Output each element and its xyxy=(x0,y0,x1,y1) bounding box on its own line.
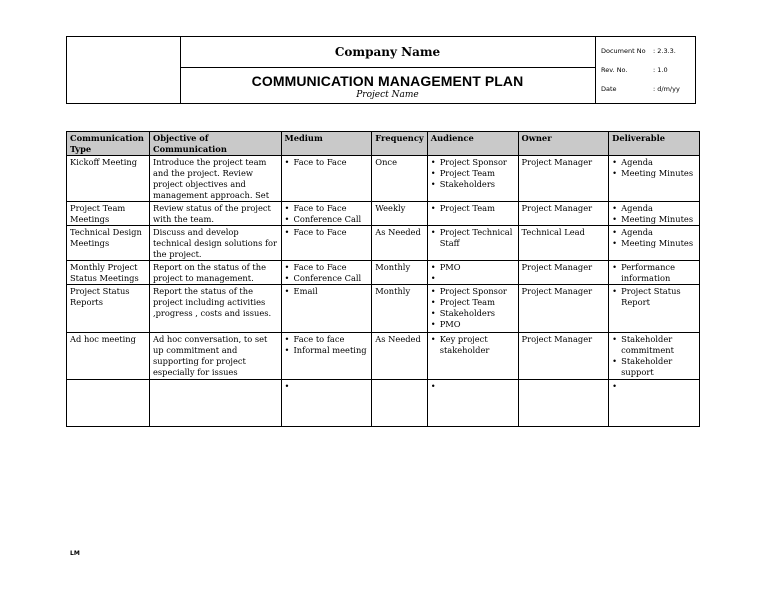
cell-objective-text: Discuss and develop technical design solutions for the project. xyxy=(152,227,278,259)
project-name: Project Name xyxy=(356,90,419,100)
document-meta xyxy=(595,37,695,103)
cell-medium xyxy=(281,261,372,285)
list-item: • Project Team xyxy=(431,297,515,308)
list-item: • Email xyxy=(285,286,369,297)
cell-owner xyxy=(518,380,609,427)
column-header: Frequency xyxy=(372,132,427,156)
cell-type: Project Team Meetings xyxy=(67,202,150,226)
list-item: • Agenda xyxy=(612,157,696,168)
cell-deliverable xyxy=(609,285,700,333)
table-row xyxy=(67,202,700,226)
cell-deliverable xyxy=(609,333,700,380)
list-item: • Project Team xyxy=(431,168,515,179)
doc-number-value: : 2.3.3. xyxy=(653,47,676,55)
cell-objective xyxy=(149,226,281,261)
list-item: • Project Sponsor xyxy=(431,157,515,168)
date-value: : d/m/yy xyxy=(653,85,680,93)
cell-audience xyxy=(427,333,518,380)
list-item: • Informal meeting xyxy=(285,345,369,356)
cell-audience xyxy=(427,156,518,202)
cell-owner: Project Manager xyxy=(518,261,609,285)
list-item: • Face to face xyxy=(285,334,369,345)
cell-deliverable xyxy=(609,261,700,285)
cell-frequency: Weekly xyxy=(372,202,427,226)
list-item: • PMO xyxy=(431,319,515,330)
cell-type xyxy=(67,380,150,427)
list-item: • Project Team xyxy=(431,203,515,214)
list-item: • Meeting Minutes xyxy=(612,214,696,225)
cell-audience xyxy=(427,380,518,427)
cell-objective: Review status of the project with the team. xyxy=(149,202,281,226)
list-item: • Agenda xyxy=(612,203,696,214)
table-row xyxy=(67,333,700,380)
cell-audience xyxy=(427,285,518,333)
list-item: • PMO xyxy=(431,262,515,273)
cell-medium xyxy=(281,202,372,226)
list-item: • Stakeholder commitment xyxy=(612,334,696,356)
list-item: • Performance information xyxy=(612,262,696,284)
cell-type: Technical Design Meetings xyxy=(67,226,150,261)
list-item: • Stakeholders xyxy=(431,179,515,190)
list-item: • Key project stakeholder xyxy=(431,334,515,356)
column-header: Deliverable xyxy=(609,132,700,156)
list-item: • Face to Face xyxy=(285,203,369,214)
cell-objective xyxy=(149,156,281,202)
document-title: COMMUNICATION MANAGEMENT PLAN xyxy=(251,73,524,89)
table-row xyxy=(67,226,700,261)
cell-type: Ad hoc meeting xyxy=(67,333,150,380)
list-item: • Face to Face xyxy=(285,262,369,273)
cell-objective: Ad hoc conversation, to set up commitment and supporting for project especially for issues xyxy=(149,333,281,380)
list-item: • Conference Call xyxy=(285,273,369,284)
header-title-block xyxy=(180,37,596,103)
column-header: Objective of Communication xyxy=(149,132,281,156)
list-item: • Stakeholders xyxy=(431,308,515,319)
list-item: • Stakeholder support xyxy=(612,356,696,378)
company-name: Company Name xyxy=(180,37,595,68)
column-header: Communication Type xyxy=(67,132,150,156)
cell-type: Project Status Reports xyxy=(67,285,150,333)
list-item: • Face to Face xyxy=(285,227,369,238)
cell-deliverable xyxy=(609,202,700,226)
cell-frequency: As Needed xyxy=(372,226,427,261)
cell-type: Monthly Project Status Meetings xyxy=(67,261,150,285)
list-item: • Meeting Minutes xyxy=(612,168,696,179)
list-item: • Project Sponsor xyxy=(431,286,515,297)
cell-type: Kickoff Meeting xyxy=(67,156,150,202)
cell-deliverable xyxy=(609,380,700,427)
cell-medium xyxy=(281,285,372,333)
table-row xyxy=(67,261,700,285)
cell-medium xyxy=(281,156,372,202)
cell-medium xyxy=(281,380,372,427)
rev-number-value: : 1.0 xyxy=(653,66,668,74)
table-row xyxy=(67,285,700,333)
cell-medium xyxy=(281,226,372,261)
column-header: Owner xyxy=(518,132,609,156)
list-item: • Agenda xyxy=(612,227,696,238)
rev-number-label: Rev. No. xyxy=(601,66,628,74)
cell-frequency xyxy=(372,380,427,427)
list-item: • Project Status Report xyxy=(612,286,696,308)
cell-frequency: Monthly xyxy=(372,285,427,333)
cell-audience xyxy=(427,261,518,285)
cell-frequency: Monthly xyxy=(372,261,427,285)
table-header-row xyxy=(67,132,700,156)
cell-objective xyxy=(149,380,281,427)
date-label: Date xyxy=(601,85,617,93)
cell-objective: Report on the status of the project to management. xyxy=(149,261,281,285)
cell-owner: Technical Lead xyxy=(518,226,609,261)
cell-audience xyxy=(427,202,518,226)
table-row xyxy=(67,156,700,202)
table-row xyxy=(67,380,700,427)
cell-objective-text: Introduce the project team and the project. Review project objectives and management approach. Set xyxy=(152,157,270,200)
communication-plan-table xyxy=(66,131,700,427)
list-item: • Meeting Minutes xyxy=(612,238,696,249)
cell-owner: Project Manager xyxy=(518,202,609,226)
cell-owner: Project Manager xyxy=(518,156,609,202)
cell-deliverable xyxy=(609,226,700,261)
column-header: Medium xyxy=(281,132,372,156)
cell-owner: Project Manager xyxy=(518,333,609,380)
cell-audience xyxy=(427,226,518,261)
list-item: • Project Technical Staff xyxy=(431,227,515,249)
cell-deliverable xyxy=(609,156,700,202)
list-item: • Face to Face xyxy=(285,157,369,168)
footer-initials: LM xyxy=(70,550,80,557)
list-item: • Conference Call xyxy=(285,214,369,225)
cell-frequency: As Needed xyxy=(372,333,427,380)
doc-number-label: Document No xyxy=(601,47,646,55)
cell-owner: Project Manager xyxy=(518,285,609,333)
logo-placeholder xyxy=(67,37,181,103)
cell-frequency: Once xyxy=(372,156,427,202)
cell-objective: Report the status of the project including activities ,progress , costs and issues. xyxy=(149,285,281,333)
document-header xyxy=(66,36,696,104)
column-header: Audience xyxy=(427,132,518,156)
cell-medium xyxy=(281,333,372,380)
